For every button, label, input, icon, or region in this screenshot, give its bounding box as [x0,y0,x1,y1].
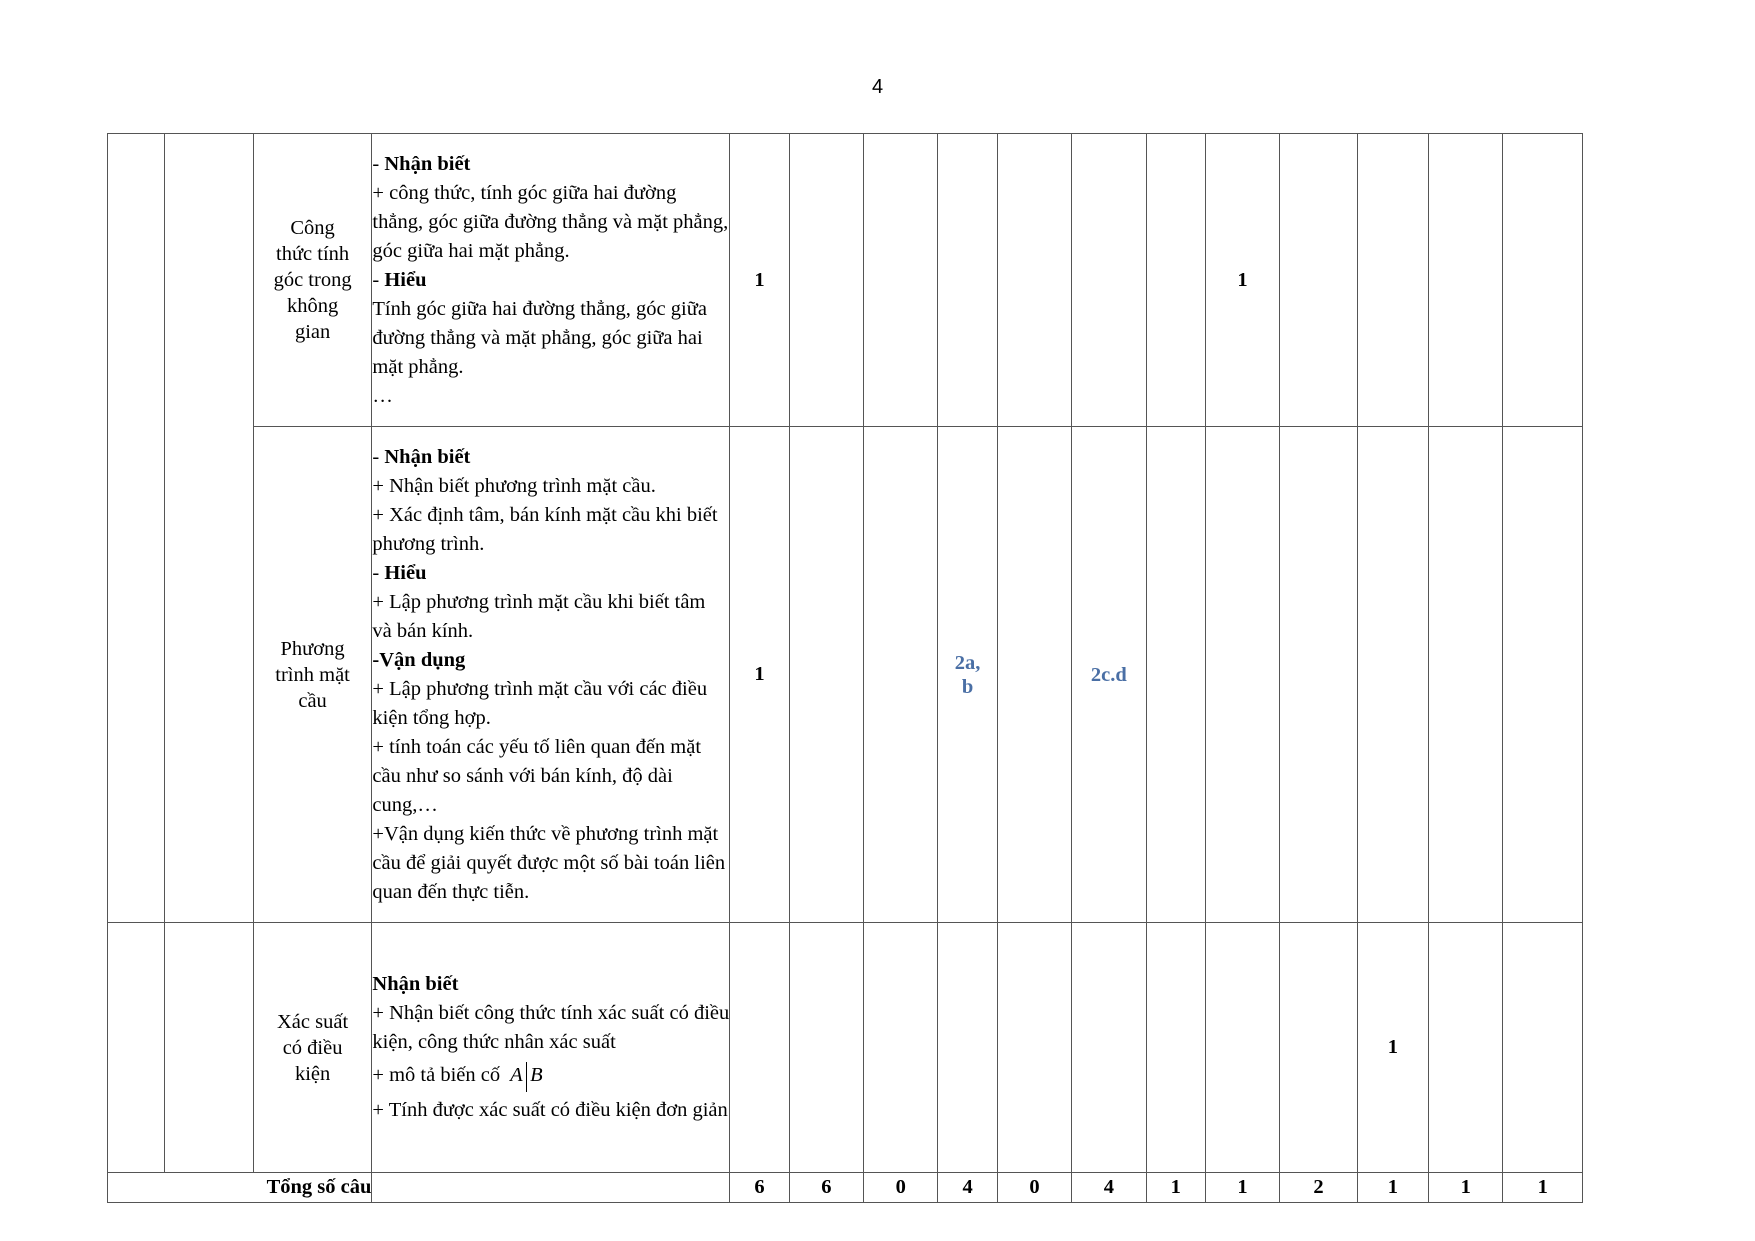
requirement-item [372,501,729,559]
page-number: 4 [871,76,884,98]
math-symbol: B [530,1064,543,1087]
math-symbol: A [510,1064,523,1087]
level-heading: Nhận biết [384,152,471,175]
count-cell [997,427,1071,923]
total-cell: 1 [1503,1173,1583,1203]
requirement-item [372,999,729,1057]
requirement-text: + mô tả biến cố [372,1064,501,1087]
count-cell: 1 [730,427,789,923]
count-cell [938,134,997,427]
requirement-item [372,179,729,266]
table-row [108,427,1583,923]
requirement-prefix: - [372,561,385,584]
level-heading: Nhận biết [372,973,459,996]
empty-cell [165,923,253,1173]
conditional-event-formula [510,1064,543,1086]
empty-cell [108,134,165,923]
requirement-prefix: - [372,268,385,291]
given-bar [526,1062,528,1092]
count-cell: 1 [1205,134,1279,427]
count-cell [864,427,938,923]
count-cell [1280,923,1357,1173]
requirement-item [372,472,729,501]
topic-line: gian [294,321,331,343]
requirement-item [372,820,729,907]
count-cell [789,427,863,923]
count-cell [1429,427,1503,923]
total-cell: 1 [1146,1173,1205,1203]
topic-line: trình mặt [275,663,350,686]
empty-cell [108,923,165,1173]
count-cell: 1 [1357,923,1428,1173]
total-cell: 0 [864,1173,938,1203]
count-cell [1146,923,1205,1173]
count-cell [1503,134,1583,427]
topic-line: không [286,295,339,317]
level-heading: Hiểu [384,561,427,584]
requirement-item [372,295,729,382]
requirement-item [372,150,729,179]
count-cell [789,923,863,1173]
total-cell: 1 [1357,1173,1428,1203]
table-row [108,134,1583,427]
count-cell [1429,134,1503,427]
count-cell [1357,427,1428,923]
count-cell [938,923,997,1173]
count-cell [1503,923,1583,1173]
requirement-text: + Tính được xác suất có điều kiện đơn giản [372,1098,728,1121]
topic-line: thức tính [276,243,350,265]
count-value: 2a, b [954,651,981,698]
requirement-prefix: - [372,445,385,468]
requirement-item [372,266,729,295]
requirement-text: + Nhận biết công thức tính xác suất có điều kiện, công thức nhân xác suất [372,1002,730,1054]
count-cell [1072,923,1146,1173]
count-cell [997,923,1071,1173]
count-cell [1146,427,1205,923]
topic-line: Xác suất [277,1010,349,1033]
requirement-item [372,1096,729,1125]
count-cell [864,134,938,427]
totals-row [108,1173,1583,1203]
count-cell [1072,134,1146,427]
requirement-text: + công thức, tính góc giữa hai đường thẳng, góc giữa đường thẳng và mặt phẳng, góc giữa hai mặt phẳng. [372,181,729,262]
level-heading: Vận dụng [379,648,466,671]
requirement-item [372,733,729,820]
requirement-text: Tính góc giữa hai đường thẳng, góc giữa đường thẳng và mặt phẳng, góc giữa hai mặt phẳng. [372,297,707,378]
total-cell: 2 [1280,1173,1357,1203]
topic-line: cầu [298,689,327,712]
requirement-text: + Xác định tâm, bán kính mặt cầu khi biết phương trình. [372,503,718,555]
requirement-item [372,588,729,646]
requirement-item [372,382,729,411]
level-heading: Nhận biết [384,445,471,468]
requirement-text: + Nhận biết phương trình mặt cầu. [372,474,656,497]
requirement-item [372,1061,729,1091]
topic-line: góc trong [273,269,352,291]
count-cell [789,134,863,427]
count-cell: 2c.d [1072,427,1146,923]
topic-line: Công [290,217,335,239]
count-cell [1503,427,1583,923]
count-cell [1357,134,1428,427]
requirement-text: + Lập phương trình mặt cầu khi biết tâm và bán kính. [372,590,706,642]
total-cell: 4 [1072,1173,1146,1203]
requirement-prefix: - [372,648,380,671]
total-cell: 1 [1429,1173,1503,1203]
total-label: Tổng số câu [108,1173,372,1203]
requirement-item [372,675,729,733]
level-heading: Hiểu [384,268,427,291]
table-row [108,923,1583,1173]
count-cell [1280,134,1357,427]
total-cell: 6 [789,1173,863,1203]
count-cell [997,134,1071,427]
count-cell [1205,923,1279,1173]
requirement-prefix: - [372,152,385,175]
topic-line: Phương [280,637,345,660]
count-cell [1429,923,1503,1173]
count-cell [864,923,938,1173]
requirement-text: + tính toán các yếu tố liên quan đến mặt cầu như so sánh với bán kính, độ dài cung,… [372,735,702,816]
total-cell: 6 [730,1173,789,1203]
exam-matrix-table [107,133,1583,1203]
empty-cell [372,1173,730,1203]
requirement-item [372,646,729,675]
count-cell [1280,427,1357,923]
requirement-text: +Vận dụng kiến thức về phương trình mặt cầu để giải quyết được một số bài toán liên quan đến thực tiễn. [372,822,726,903]
count-cell: 1 [730,134,789,427]
requirement-cell [372,427,730,923]
count-cell [730,923,789,1173]
count-cell [1146,134,1205,427]
total-cell: 1 [1205,1173,1279,1203]
requirement-item [372,559,729,588]
requirement-cell [372,134,730,427]
empty-cell [165,134,253,923]
topic-cell [253,923,372,1173]
requirement-text: + Lập phương trình mặt cầu với các điều kiện tổng hợp. [372,677,708,729]
count-cell [1205,427,1279,923]
topic-line: có điều [282,1036,343,1059]
topic-cell [253,134,372,427]
total-cell: 4 [938,1173,997,1203]
count-cell [938,427,997,923]
topic-line: kiện [294,1062,331,1085]
requirement-item [372,443,729,472]
requirement-item [372,970,729,999]
requirement-text: … [372,384,393,407]
requirement-cell [372,923,730,1173]
total-cell: 0 [997,1173,1071,1203]
topic-cell [253,427,372,923]
